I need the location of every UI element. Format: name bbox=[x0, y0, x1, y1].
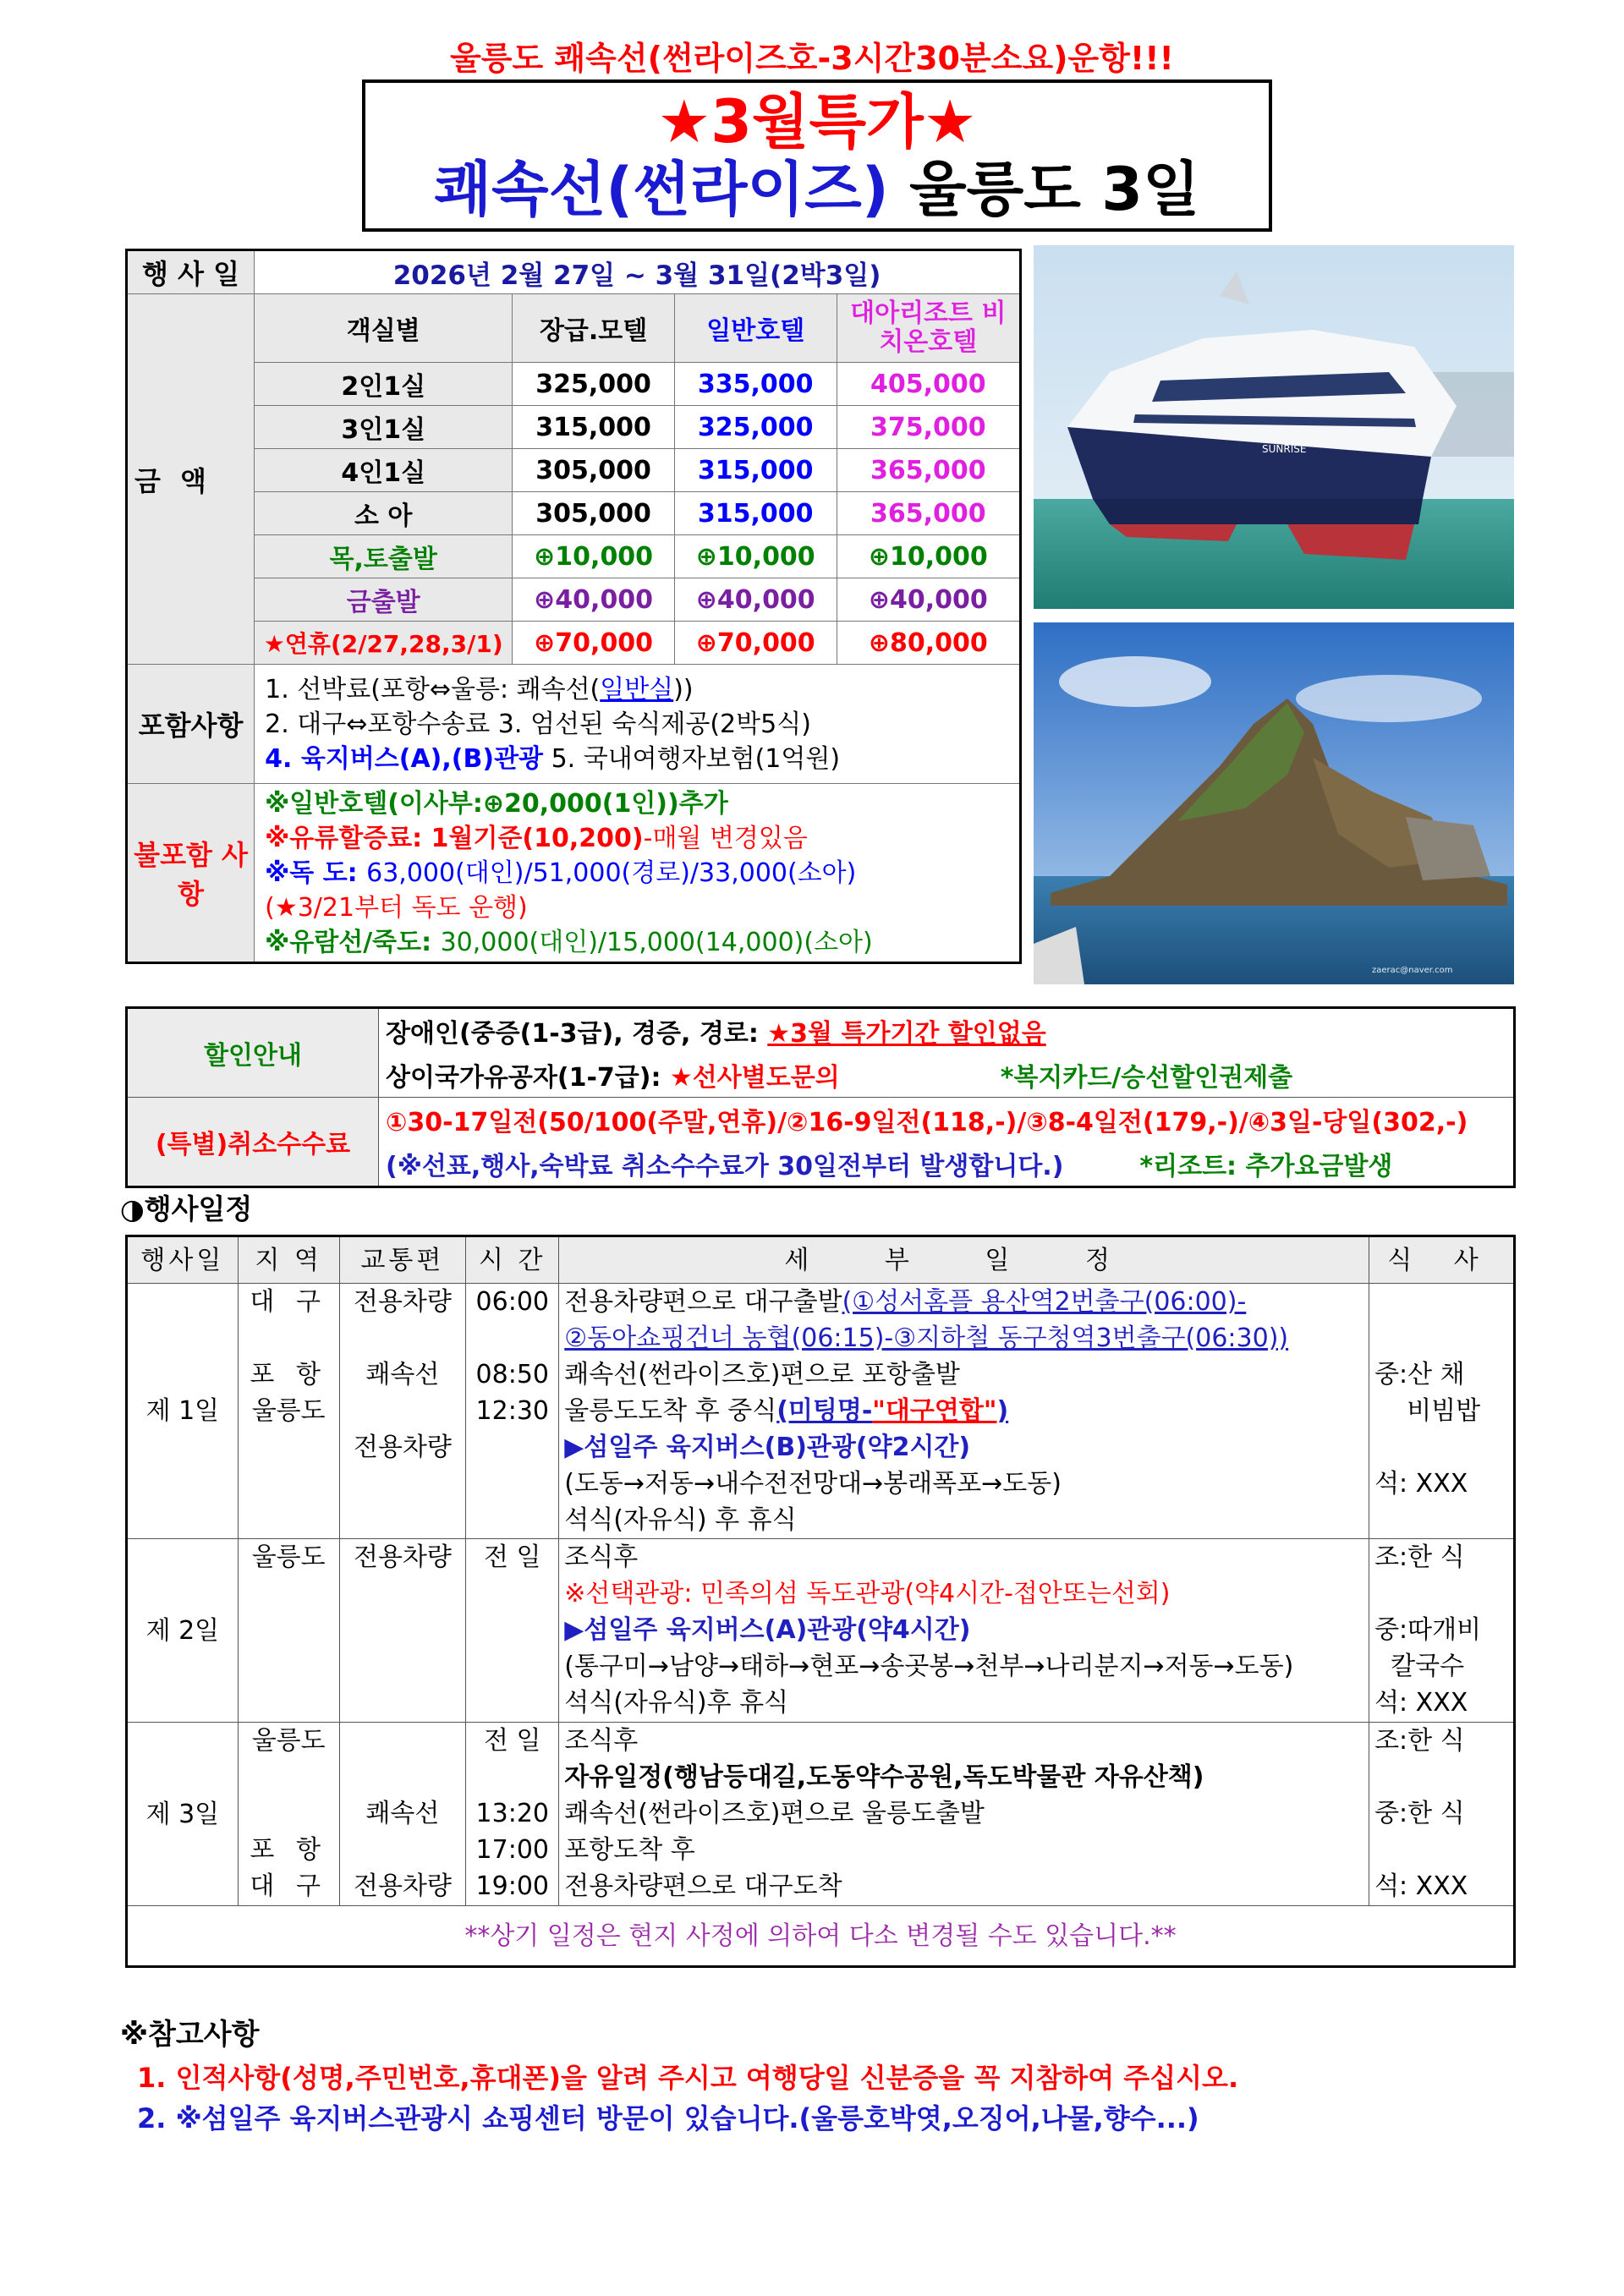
day2-details: 조식후 ※선택관광: 민족의섬 독도관광(약4시간-접안또는선회) ▶섬일주 육지버스(A)관광(약4시간) (통구미→남양→태하→현포→송곳봉→천부→나리분지→저동→도동) 석식(자유식)후 휴식 bbox=[559, 1539, 1369, 1723]
day2-time: 전 일 bbox=[466, 1539, 559, 1723]
day3-meals: 조:한 식 중:한 식 석: XXX bbox=[1369, 1723, 1515, 1906]
cancel-fee-label: (특별)취소수수료 bbox=[127, 1098, 379, 1187]
itinerary-section-title: ◑행사일정 bbox=[120, 1192, 253, 1225]
title-box bbox=[362, 79, 1272, 232]
day1-details: 전용차량편으로 대구출발(①성서홈플 용산역2번출구(06:00)- ②동아쇼핑건너 농협(06:15)-③지하철 동구청역3번출구(06:30)) 쾌속선(썬라이즈호)편으로 포항출발 울릉도도착 후 중식(미팅명-"대구연합") ▶섬일주 육지버스(B)관광(약2시간) (도동→저동→내수전전망대→봉래폭포→도동) 석식(자유식) 후 휴식 bbox=[559, 1284, 1369, 1539]
header-region: 지 역 bbox=[238, 1236, 339, 1284]
itinerary-table bbox=[125, 1235, 1516, 1968]
included-item-2: 2. 대구⇔포항수송료 3. 엄선된 숙식제공(2박5식) bbox=[265, 709, 811, 739]
price-cell: ⊕80,000 bbox=[837, 622, 1020, 665]
price-cell: ⊕70,000 bbox=[513, 622, 675, 665]
price-cell: 315,000 bbox=[674, 492, 837, 535]
row-label: 2인1실 bbox=[255, 363, 513, 406]
excluded-label: 불포함 사항 bbox=[127, 784, 255, 963]
price-cell: 315,000 bbox=[674, 449, 837, 492]
reference-item-1: 1. 인적사항(성명,주민번호,휴대폰)을 알려 주시고 여행당일 신분증을 꼭 지참하여 주십시오. bbox=[137, 2062, 1239, 2094]
cancel-fee-note: (※선표,행사,숙박료 취소수수료가 30일전부터 발생합니다.) *리조트: 추가요금발생 bbox=[379, 1142, 1515, 1187]
price-cell: 305,000 bbox=[513, 492, 675, 535]
day3-regions: 울릉도 포 항 대 구 bbox=[238, 1723, 339, 1906]
row-label: 3인1실 bbox=[255, 406, 513, 449]
included-item-1: 1. 선박료(포항⇔울릉: 쾌속선(일반실)) bbox=[265, 674, 694, 704]
row-label: 금출발 bbox=[255, 578, 513, 622]
row-label: 4인1실 bbox=[255, 449, 513, 492]
price-cell: 365,000 bbox=[837, 449, 1020, 492]
date-value: 2026년 2월 27일 ~ 3월 31일(2박3일) bbox=[255, 250, 1021, 294]
price-cell: 375,000 bbox=[837, 406, 1020, 449]
day2-transport: 전용차량 bbox=[339, 1539, 466, 1723]
included-list bbox=[255, 665, 1021, 784]
reference-item-2: 2. ※섬일주 육지버스관광시 쇼핑센터 방문이 있습니다.(울릉호박엿,오징어,나물,향수...) bbox=[137, 2102, 1199, 2134]
excluded-item: ※독 도: 63,000(대인)/51,000(경로)/33,000(소아) bbox=[265, 858, 857, 888]
day1-meals: 중:산 채 비빔밥 석: XXX bbox=[1369, 1284, 1515, 1539]
row-label: ★연휴(2/27,28,3/1) bbox=[255, 622, 513, 665]
col-header-room: 객실별 bbox=[255, 294, 513, 363]
day2-region: 울릉도 bbox=[238, 1539, 339, 1723]
title-ship: 쾌속선(썬라이즈) bbox=[434, 155, 889, 224]
price-cell: 335,000 bbox=[674, 363, 837, 406]
day-3: 제 3일 bbox=[127, 1723, 239, 1906]
day1-transport: 전용차량 쾌속선 전용차량 bbox=[339, 1284, 466, 1539]
day-2: 제 2일 bbox=[127, 1539, 239, 1723]
price-cell: ⊕10,000 bbox=[674, 535, 837, 578]
day1-times: 06:00 08:50 12:30 bbox=[466, 1284, 559, 1539]
price-cell: ⊕10,000 bbox=[513, 535, 675, 578]
row-label: 소 아 bbox=[255, 492, 513, 535]
page-title bbox=[365, 156, 1269, 223]
header-day: 행사일 bbox=[127, 1236, 239, 1284]
col-header-hotel: 일반호텔 bbox=[674, 294, 837, 363]
ferry-photo bbox=[1034, 245, 1514, 609]
island-photo bbox=[1034, 622, 1514, 984]
header-meal: 식 사 bbox=[1369, 1236, 1515, 1284]
discount-row-1: 장애인(중증(1-3급), 경증, 경로: ★3월 특가기간 할인없음 bbox=[379, 1008, 1515, 1054]
price-cell: ⊕40,000 bbox=[513, 578, 675, 622]
excluded-item: ※일반호텔(이사부:⊕20,000(1인))추가 bbox=[265, 788, 728, 819]
excluded-item: ※유류할증료: 1월기준(10,200)-매월 변경있음 bbox=[265, 823, 808, 853]
price-table bbox=[125, 249, 1022, 964]
photo-watermark: zaerac@naver.com bbox=[1372, 966, 1453, 975]
ship-name: SUNRISE bbox=[1262, 443, 1307, 455]
included-item-4: 4. 육지버스(A),(B)관광 5. 국내여행자보험(1억원) bbox=[265, 743, 841, 774]
col-header-resort: 대아리조트 비치온호텔 bbox=[837, 294, 1020, 363]
discount-row-2: 상이국가유공자(1-7급): ★선사별도문의 *복지카드/승선할인권제출 bbox=[379, 1053, 1515, 1098]
price-cell: 405,000 bbox=[837, 363, 1020, 406]
row-label: 목,토출발 bbox=[255, 535, 513, 578]
day3-details: 조식후 자유일정(행남등대길,도동약수공원,독도박물관 자유산책) 쾌속선(썬라이즈호)편으로 울릉도출발 포항도착 후 전용차량편으로 대구도착 bbox=[559, 1723, 1369, 1906]
price-cell: ⊕70,000 bbox=[674, 622, 837, 665]
day1-regions: 대 구 포 항 울릉도 bbox=[238, 1284, 339, 1539]
price-cell: ⊕40,000 bbox=[837, 578, 1020, 622]
excluded-item: (★3/21부터 독도 운행) bbox=[265, 892, 528, 923]
date-label: 행 사 일 bbox=[127, 250, 255, 294]
day2-meals: 조:한 식 중:따개비 칼국수 석: XXX bbox=[1369, 1539, 1515, 1723]
header-transport: 교통편 bbox=[339, 1236, 466, 1284]
header-time: 시 간 bbox=[466, 1236, 559, 1284]
price-cell: 305,000 bbox=[513, 449, 675, 492]
price-cell: 315,000 bbox=[513, 406, 675, 449]
cancel-fee-row: ①30-17일전(50/100(주말,연휴)/②16-9일전(118,-)/③8-4일전(179,-)/④3일-당일(302,-) bbox=[379, 1098, 1515, 1143]
discount-table bbox=[125, 1006, 1516, 1188]
day3-times: 전 일 13:20 17:00 19:00 bbox=[466, 1723, 559, 1906]
price-cell: 325,000 bbox=[513, 363, 675, 406]
price-cell: 365,000 bbox=[837, 492, 1020, 535]
price-cell: ⊕10,000 bbox=[837, 535, 1020, 578]
amount-label: 금 액 bbox=[127, 294, 255, 665]
excluded-list bbox=[255, 784, 1021, 963]
excluded-item: ※유람선/죽도: 30,000(대인)/15,000(14,000)(소아) bbox=[265, 927, 873, 957]
top-announcement: 울릉도 쾌속선(썬라이즈호-3시간30분소요)운항!!! bbox=[450, 40, 1174, 77]
price-cell: 325,000 bbox=[674, 406, 837, 449]
day-1: 제 1일 bbox=[127, 1284, 239, 1539]
itinerary-note: **상기 일정은 현지 사정에 의하여 다소 변경될 수도 있습니다.** bbox=[127, 1906, 1515, 1967]
discount-label: 할인안내 bbox=[127, 1008, 379, 1098]
reference-title: ※참고사항 bbox=[120, 2018, 260, 2052]
col-header-motel: 장급.모텔 bbox=[513, 294, 675, 363]
price-cell: ⊕40,000 bbox=[674, 578, 837, 622]
title-destination: 울릉도 3일 bbox=[888, 155, 1200, 224]
day3-transport: 쾌속선 전용차량 bbox=[339, 1723, 466, 1906]
header-detail: 세 부 일 정 bbox=[559, 1236, 1369, 1284]
included-label: 포함사항 bbox=[127, 665, 255, 784]
page-title-special: ★3월특가★ bbox=[657, 87, 977, 156]
